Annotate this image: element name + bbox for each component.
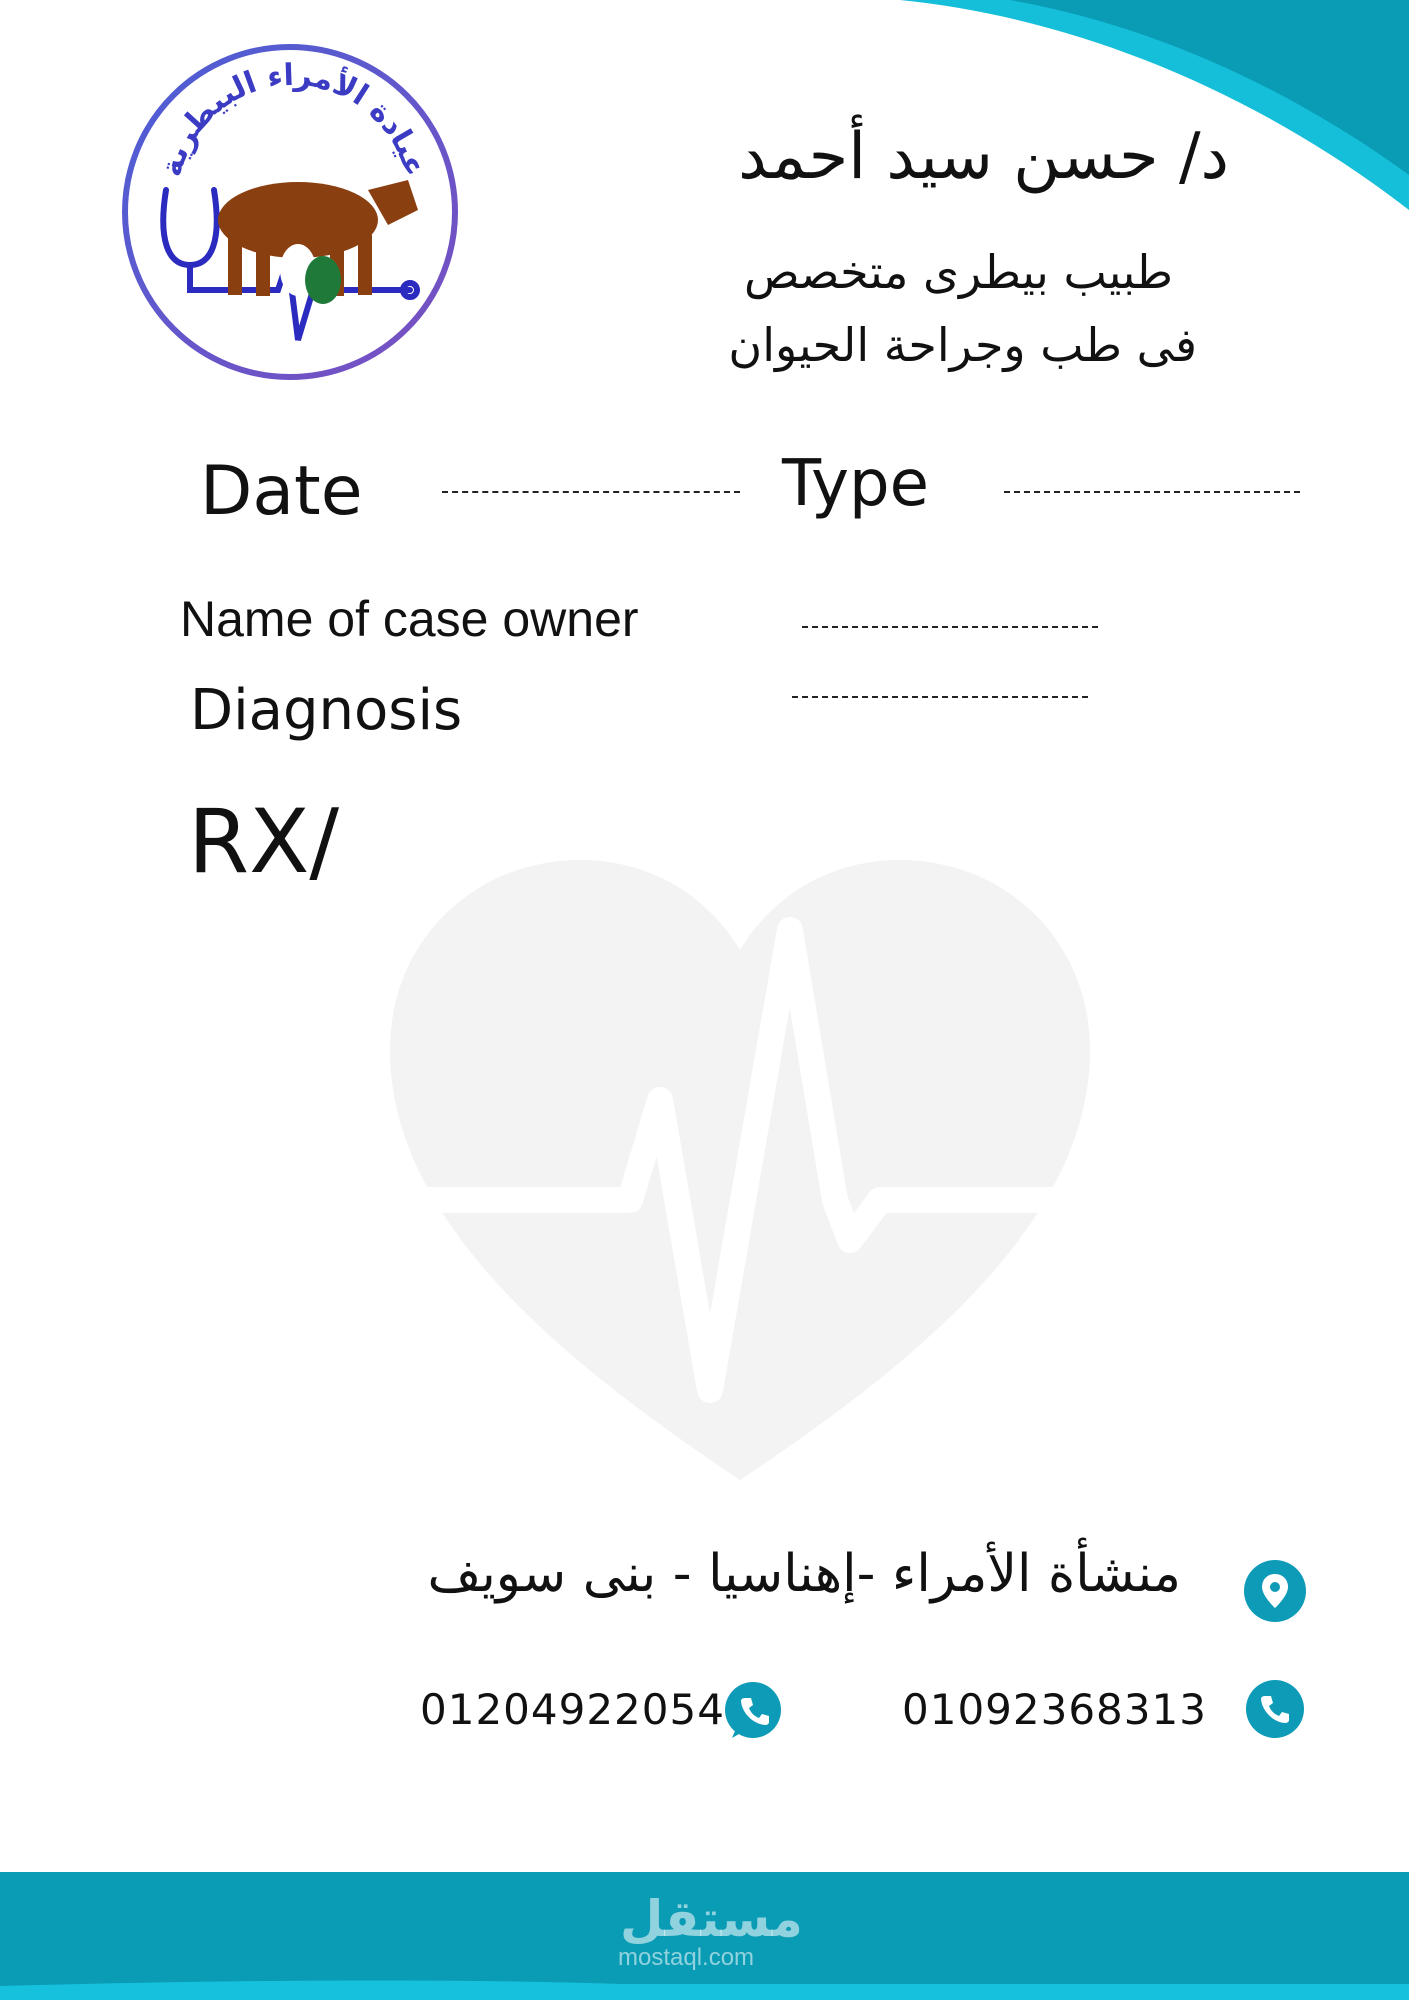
diagnosis-label: Diagnosis xyxy=(190,678,463,743)
whatsapp-number[interactable]: 01204922054 xyxy=(420,1685,725,1734)
doctor-specialty-detail: فى طب وجراحة الحيوان xyxy=(728,318,1197,372)
doctor-name: د/ حسن سيد أحمد xyxy=(738,120,1229,194)
phone-number[interactable]: 01092368313 xyxy=(902,1685,1207,1734)
date-field-line[interactable] xyxy=(442,491,740,493)
location-pin-icon xyxy=(1244,1560,1306,1622)
address-text: منشأة الأمراء -إهناسيا - بنى سويف xyxy=(427,1544,1181,1604)
whatsapp-icon xyxy=(722,1680,784,1742)
type-label: Type xyxy=(782,447,929,521)
heartbeat-watermark xyxy=(380,860,1100,1500)
date-label: Date xyxy=(200,452,363,531)
owner-name-label: Name of case owner xyxy=(180,591,639,647)
type-field-line[interactable] xyxy=(1004,491,1300,493)
clinic-logo xyxy=(118,40,462,384)
footer-brand-url: mostaql.com xyxy=(618,1944,755,1971)
doctor-specialty: طبيب بيطرى متخصص xyxy=(743,245,1173,299)
logo-clinic-name: عيادة الأمراء البيطرية xyxy=(153,57,433,181)
phone-icon xyxy=(1246,1680,1304,1738)
owner-name-field-line[interactable] xyxy=(802,626,1098,628)
rx-label: RX/ xyxy=(188,790,340,893)
footer-brand-arabic: مستقل xyxy=(620,1890,803,1948)
bottom-wave-strip xyxy=(0,1978,1409,2000)
diagnosis-field-line[interactable] xyxy=(792,696,1088,698)
